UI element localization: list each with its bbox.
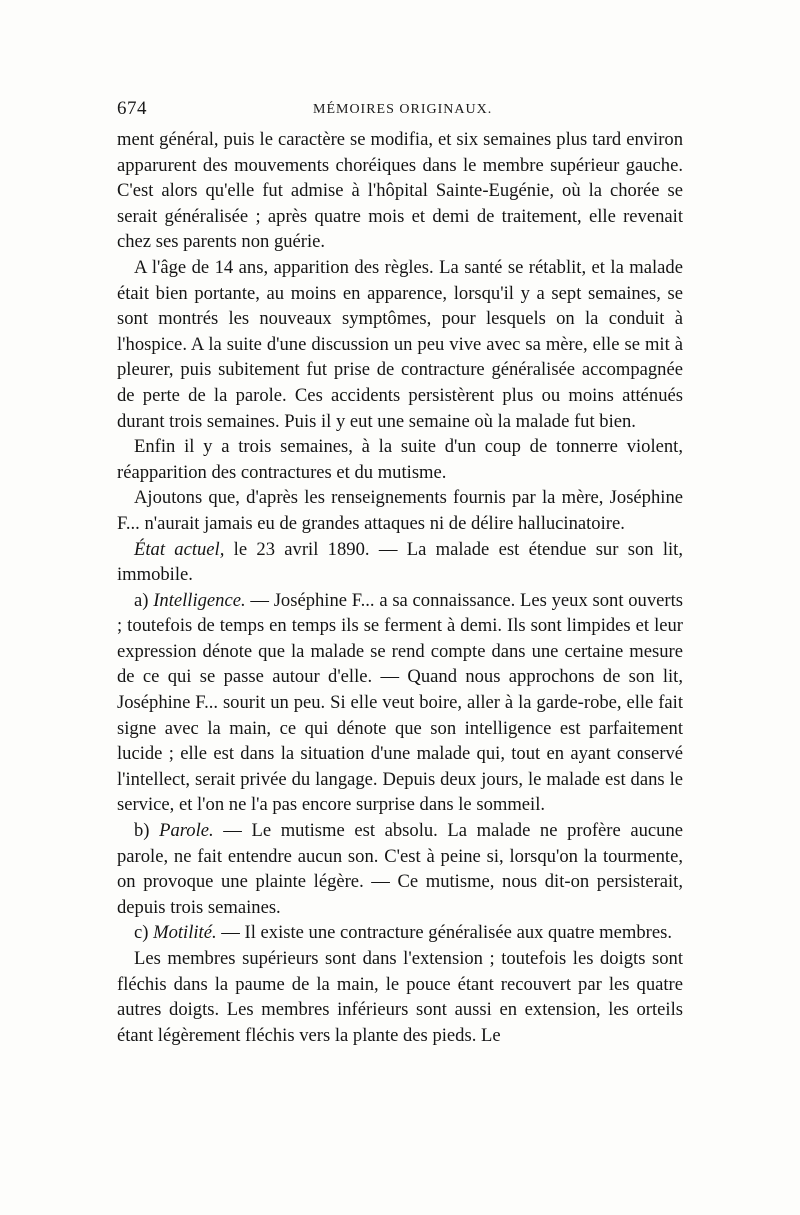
paragraph-4: [117, 485, 683, 536]
section-lead-italic: Motilité.: [153, 922, 217, 944]
section-prefix: c): [134, 922, 154, 944]
page-header: [117, 98, 682, 124]
body-text: [117, 127, 683, 1048]
section-lead-italic: Intelligence.: [153, 589, 246, 611]
section-lead-italic: État actuel,: [134, 538, 225, 560]
paragraph-3: [117, 434, 683, 485]
section-prefix: a): [134, 589, 154, 611]
paragraph-text: — Le mutisme est absolu. La malade ne profère aucune parole, ne fait entendre aucun son. C'est à peine si, lorsqu'on la tourmente, on provoque une plainte légère. — Ce mutisme, nous dit-on persisterait, depuis trois semaines.: [117, 820, 684, 918]
paragraph-text: Les membres supérieurs sont dans l'extension ; toutefois les doigts sont fléchis dans la paume de la main, le pouce étant recouvert par les quatre autres doigts. Les membres inférieurs sont aussi en extension, les orteils étant légèrement fléchis vers la plante des pieds. Le: [117, 948, 683, 1046]
paragraph-2: [117, 255, 683, 434]
paragraph-text: ment général, puis le caractère se modifia, et six semaines plus tard environ apparurent des mouvements choréiques dans le membre supérieur gauche. C'est alors qu'elle fut admise à l'hôpital Sainte-Eugénie, où la chorée se serait généralisée ; après quatre mois et demi de traitement, elle revenait chez ses parents non guérie.: [117, 129, 683, 253]
paragraph-membres: [117, 946, 683, 1048]
paragraph-text: — Joséphine F... a sa connaissance. Les yeux sont ouverts ; toutefois de temps en temps ils se ferment à demi. Ils sont limpides et leur expression dénote que la malade se rend compte dans une certaine mesure de ce qui se passe autour d'elle. — Quand nous approchons de son lit, Joséphine F... sourit un peu. Si elle veut boire, aller à la garde-robe, elle fait signe avec la main, ce qui dénote que son intelligence est parfaitement lucide ; elle est dans la situation d'une malade qui, tout en ayant conservé l'intellect, serait privée du langage. Depuis deux jours, le malade est dans le service, et l'on ne l'a pas encore surprise dans le sommeil.: [117, 589, 683, 816]
running-head: MÉMOIRES ORIGINAUX.: [313, 102, 493, 117]
paragraph-text: — Il existe une contracture généralisée aux quatre membres.: [216, 922, 672, 944]
paragraph-1: [117, 127, 683, 255]
page-number: 674: [117, 98, 147, 119]
paragraph-text: Enfin il y a trois semaines, à la suite d'un coup de tonnerre violent, réapparition des contractures et du mutisme.: [117, 436, 683, 483]
paragraph-etat-actuel: [117, 537, 683, 588]
paragraph-text: A l'âge de 14 ans, apparition des règles. La santé se rétablit, et la malade était bien portante, au moins en apparence, lorsqu'il y a sept semaines, se sont montrés les nouveaux symptômes, pour lesquels on la conduit à l'hospice. A la suite d'une discussion un peu vive avec sa mère, elle se mit à pleurer, puis subitement fut prise de contracture généralisée accompagnée de perte de la parole. Ces accidents persistèrent plus ou moins atténués durant trois semaines. Puis il y eut une semaine où la malade fut bien.: [117, 256, 683, 432]
paragraph-motilite: [117, 920, 683, 946]
paragraph-intelligence: [117, 588, 683, 818]
section-prefix: b): [134, 820, 160, 842]
section-lead-italic: Parole.: [159, 820, 214, 842]
paragraph-text: Ajoutons que, d'après les renseignements fournis par la mère, Joséphine F... n'aurait jamais eu de grandes attaques ni de délire hallucinatoire.: [117, 487, 683, 534]
paragraph-text: le 23 avril 1890. — La malade est étendue sur son lit, immobile.: [117, 538, 683, 586]
paragraph-parole: [117, 818, 683, 920]
